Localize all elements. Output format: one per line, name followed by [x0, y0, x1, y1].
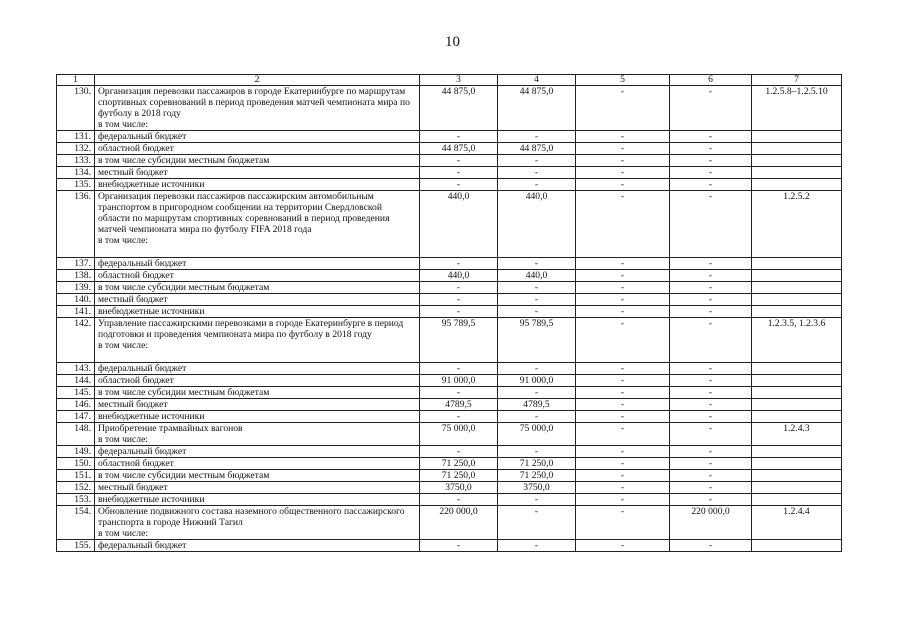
target-reference	[752, 540, 842, 552]
row-description	[95, 86, 420, 131]
description-text: областной бюджет	[98, 143, 174, 154]
amount-col4: -	[498, 282, 576, 294]
target-reference: 1.2.5.8–1.2.5.10	[752, 86, 842, 131]
description-text: федеральный бюджет	[98, 540, 187, 551]
table-row	[57, 270, 842, 282]
amount-col6: -	[670, 494, 752, 506]
amount-col4: 71 250,0	[498, 458, 576, 470]
amount-col4: -	[498, 363, 576, 375]
column-header: 4	[498, 75, 576, 86]
total-amount: -	[420, 258, 498, 270]
row-number: 133.	[57, 155, 95, 167]
table-row	[57, 155, 842, 167]
row-description	[95, 191, 420, 258]
row-number: 147.	[57, 411, 95, 423]
amount-col6: -	[670, 155, 752, 167]
row-number: 131.	[57, 131, 95, 143]
amount-col4: 71 250,0	[498, 470, 576, 482]
total-amount: -	[420, 494, 498, 506]
row-description	[95, 179, 420, 191]
amount-col5: -	[576, 494, 670, 506]
target-reference: 1.2.4.3	[752, 423, 842, 446]
total-amount: 220 000,0	[420, 506, 498, 540]
amount-col4: 4789,5	[498, 399, 576, 411]
total-amount: -	[420, 387, 498, 399]
target-reference	[752, 494, 842, 506]
amount-col6: -	[670, 179, 752, 191]
amount-col4: 44 875,0	[498, 143, 576, 155]
total-amount: 71 250,0	[420, 458, 498, 470]
table-row	[57, 143, 842, 155]
row-description	[95, 363, 420, 375]
total-amount: 44 875,0	[420, 86, 498, 131]
amount-col5: -	[576, 294, 670, 306]
including-note: в том числе:	[98, 119, 149, 130]
total-amount: -	[420, 155, 498, 167]
header-row	[57, 75, 842, 86]
amount-col4: -	[498, 411, 576, 423]
amount-col6: -	[670, 363, 752, 375]
row-description	[95, 155, 420, 167]
row-number: 135.	[57, 179, 95, 191]
amount-col4: -	[498, 294, 576, 306]
description-text: местный бюджет	[98, 294, 168, 305]
amount-col6: -	[670, 282, 752, 294]
row-description	[95, 423, 420, 446]
row-description	[95, 375, 420, 387]
amount-col5: -	[576, 375, 670, 387]
row-description	[95, 470, 420, 482]
table-row	[57, 258, 842, 270]
description-text: в том числе субсидии местным бюджетам	[98, 155, 270, 166]
amount-col5: -	[576, 86, 670, 131]
row-number: 138.	[57, 270, 95, 282]
table-row	[57, 458, 842, 470]
row-description	[95, 482, 420, 494]
amount-col6: -	[670, 86, 752, 131]
amount-col4: -	[498, 167, 576, 179]
row-description	[95, 167, 420, 179]
column-header: 5	[576, 75, 670, 86]
row-description	[95, 306, 420, 318]
amount-col5: -	[576, 411, 670, 423]
amount-col6: -	[670, 258, 752, 270]
table-row	[57, 411, 842, 423]
amount-col4: 95 789,5	[498, 318, 576, 363]
amount-col5: -	[576, 387, 670, 399]
description-text: областной бюджет	[98, 458, 174, 469]
total-amount: 71 250,0	[420, 470, 498, 482]
amount-col4: -	[498, 306, 576, 318]
target-reference: 1.2.3.5, 1.2.3.6	[752, 318, 842, 363]
column-header: 3	[420, 75, 498, 86]
amount-col5: -	[576, 179, 670, 191]
row-number: 139.	[57, 282, 95, 294]
table-row	[57, 482, 842, 494]
amount-col6: -	[670, 399, 752, 411]
row-number: 137.	[57, 258, 95, 270]
amount-col6: -	[670, 423, 752, 446]
total-amount: -	[420, 446, 498, 458]
amount-col6: 220 000,0	[670, 506, 752, 540]
row-number: 136.	[57, 191, 95, 258]
row-number: 141.	[57, 306, 95, 318]
row-description	[95, 540, 420, 552]
amount-col4: -	[498, 446, 576, 458]
target-reference	[752, 258, 842, 270]
target-reference: 1.2.4.4	[752, 506, 842, 540]
row-description	[95, 258, 420, 270]
amount-col6: -	[670, 306, 752, 318]
description-text: внебюджетные источники	[98, 306, 205, 317]
row-number: 152.	[57, 482, 95, 494]
description-text: внебюджетные источники	[98, 494, 205, 505]
amount-col5: -	[576, 399, 670, 411]
total-amount: 95 789,5	[420, 318, 498, 363]
amount-col5: -	[576, 270, 670, 282]
description-text: федеральный бюджет	[98, 258, 187, 269]
description-text: Приобретение трамвайных вагонов	[98, 423, 243, 434]
amount-col4: -	[498, 494, 576, 506]
amount-col5: -	[576, 143, 670, 155]
row-description	[95, 282, 420, 294]
amount-col5: -	[576, 363, 670, 375]
column-header: 1	[57, 75, 95, 86]
description-text: Организация перевозки пассажиров пассажирским автомобильным транспортом в пригородном сообщении на территории Свердловской области по маршрутам спортивных соревнований в период проведения матчей чемпионата мира по футболу FIFA 2018 года	[98, 191, 390, 235]
amount-col5: -	[576, 191, 670, 258]
table-row	[57, 306, 842, 318]
amount-col4: -	[498, 258, 576, 270]
total-amount: -	[420, 131, 498, 143]
table-row	[57, 375, 842, 387]
description-text: Управление пассажирскими перевозками в городе Екатеринбурге в период подготовки и проведения чемпионата мира по футболу в 2018 году	[98, 318, 404, 340]
amount-col6: -	[670, 446, 752, 458]
row-number: 140.	[57, 294, 95, 306]
total-amount: -	[420, 294, 498, 306]
target-reference	[752, 294, 842, 306]
including-note: в том числе:	[98, 528, 149, 539]
row-number: 134.	[57, 167, 95, 179]
row-description	[95, 270, 420, 282]
amount-col6: -	[670, 270, 752, 282]
description-text: внебюджетные источники	[98, 179, 205, 190]
target-reference	[752, 167, 842, 179]
total-amount: 75 000,0	[420, 423, 498, 446]
target-reference	[752, 482, 842, 494]
row-description	[95, 318, 420, 363]
amount-col5: -	[576, 540, 670, 552]
target-reference	[752, 446, 842, 458]
target-reference	[752, 458, 842, 470]
amount-col6: -	[670, 167, 752, 179]
row-number: 154.	[57, 506, 95, 540]
total-amount: 4789,5	[420, 399, 498, 411]
target-reference	[752, 470, 842, 482]
target-reference	[752, 143, 842, 155]
amount-col4: -	[498, 387, 576, 399]
description-text: федеральный бюджет	[98, 446, 187, 457]
amount-col5: -	[576, 482, 670, 494]
amount-col5: -	[576, 167, 670, 179]
amount-col6: -	[670, 387, 752, 399]
total-amount: 440,0	[420, 270, 498, 282]
row-number: 151.	[57, 470, 95, 482]
target-reference	[752, 131, 842, 143]
amount-col5: -	[576, 131, 670, 143]
amount-col6: -	[670, 470, 752, 482]
table-row	[57, 446, 842, 458]
amount-col5: -	[576, 258, 670, 270]
table-row	[57, 387, 842, 399]
description-text: в том числе субсидии местным бюджетам	[98, 387, 270, 398]
row-number: 142.	[57, 318, 95, 363]
amount-col6: -	[670, 318, 752, 363]
total-amount: 3750,0	[420, 482, 498, 494]
row-number: 144.	[57, 375, 95, 387]
description-text: местный бюджет	[98, 167, 168, 178]
row-description	[95, 411, 420, 423]
description-text: внебюджетные источники	[98, 411, 205, 422]
total-amount: -	[420, 282, 498, 294]
description-text: местный бюджет	[98, 482, 168, 493]
table-row	[57, 506, 842, 540]
target-reference	[752, 399, 842, 411]
target-reference: 1.2.5.2	[752, 191, 842, 258]
row-number: 132.	[57, 143, 95, 155]
description-text: федеральный бюджет	[98, 131, 187, 142]
table-row	[57, 470, 842, 482]
description-text: в том числе субсидии местным бюджетам	[98, 282, 270, 293]
target-reference	[752, 270, 842, 282]
page-number: 10	[445, 34, 460, 50]
budget-table	[56, 74, 842, 552]
target-reference	[752, 282, 842, 294]
column-header: 2	[95, 75, 420, 86]
description-text: Обновление подвижного состава наземного общественного пассажирского транспорта в городе Нижний Тагил	[98, 506, 405, 528]
description-text: Организация перевозки пассажиров в городе Екатеринбурге по маршрутам спортивных соревнований в период проведения матчей чемпионата мира по футболу в 2018 году	[98, 86, 410, 119]
row-number: 146.	[57, 399, 95, 411]
table-row	[57, 191, 842, 258]
total-amount: -	[420, 540, 498, 552]
table-row	[57, 167, 842, 179]
amount-col6: -	[670, 482, 752, 494]
table-row	[57, 494, 842, 506]
total-amount: 440,0	[420, 191, 498, 258]
amount-col4: 440,0	[498, 270, 576, 282]
row-number: 130.	[57, 86, 95, 131]
table-row	[57, 318, 842, 363]
amount-col6: -	[670, 131, 752, 143]
table-row	[57, 179, 842, 191]
table-row	[57, 282, 842, 294]
amount-col5: -	[576, 282, 670, 294]
table-row	[57, 540, 842, 552]
target-reference	[752, 363, 842, 375]
amount-col6: -	[670, 191, 752, 258]
amount-col5: -	[576, 458, 670, 470]
description-text: областной бюджет	[98, 270, 174, 281]
row-number: 149.	[57, 446, 95, 458]
amount-col6: -	[670, 458, 752, 470]
table-row	[57, 399, 842, 411]
amount-col6: -	[670, 375, 752, 387]
description-text: местный бюджет	[98, 399, 168, 410]
amount-col4: -	[498, 179, 576, 191]
target-reference	[752, 179, 842, 191]
column-header: 6	[670, 75, 752, 86]
total-amount: 44 875,0	[420, 143, 498, 155]
amount-col6: -	[670, 143, 752, 155]
target-reference	[752, 411, 842, 423]
amount-col4: -	[498, 540, 576, 552]
amount-col6: -	[670, 411, 752, 423]
amount-col6: -	[670, 294, 752, 306]
row-description	[95, 131, 420, 143]
row-number: 155.	[57, 540, 95, 552]
row-number: 150.	[57, 458, 95, 470]
table-row	[57, 423, 842, 446]
row-description	[95, 143, 420, 155]
amount-col5: -	[576, 423, 670, 446]
amount-col4: 3750,0	[498, 482, 576, 494]
row-number: 145.	[57, 387, 95, 399]
row-description	[95, 494, 420, 506]
amount-col4: -	[498, 506, 576, 540]
including-note: в том числе:	[98, 340, 149, 351]
target-reference	[752, 387, 842, 399]
table-row	[57, 131, 842, 143]
amount-col5: -	[576, 446, 670, 458]
table-row	[57, 86, 842, 131]
amount-col4: -	[498, 155, 576, 167]
including-note: в том числе:	[98, 235, 149, 246]
description-text: областной бюджет	[98, 375, 174, 386]
amount-col5: -	[576, 155, 670, 167]
description-text: в том числе субсидии местным бюджетам	[98, 470, 270, 481]
amount-col4: 440,0	[498, 191, 576, 258]
amount-col5: -	[576, 306, 670, 318]
target-reference	[752, 155, 842, 167]
row-description	[95, 458, 420, 470]
total-amount: -	[420, 167, 498, 179]
column-header: 7	[752, 75, 842, 86]
row-description	[95, 387, 420, 399]
row-number: 148.	[57, 423, 95, 446]
row-number: 143.	[57, 363, 95, 375]
table-row	[57, 294, 842, 306]
row-number: 153.	[57, 494, 95, 506]
row-description	[95, 294, 420, 306]
amount-col5: -	[576, 318, 670, 363]
row-description	[95, 399, 420, 411]
description-text: федеральный бюджет	[98, 363, 187, 374]
amount-col4: -	[498, 131, 576, 143]
total-amount: -	[420, 306, 498, 318]
amount-col5: -	[576, 470, 670, 482]
table-row	[57, 363, 842, 375]
row-description	[95, 506, 420, 540]
amount-col4: 91 000,0	[498, 375, 576, 387]
total-amount: 91 000,0	[420, 375, 498, 387]
amount-col4: 44 875,0	[498, 86, 576, 131]
target-reference	[752, 375, 842, 387]
total-amount: -	[420, 411, 498, 423]
total-amount: -	[420, 363, 498, 375]
target-reference	[752, 306, 842, 318]
total-amount: -	[420, 179, 498, 191]
amount-col5: -	[576, 506, 670, 540]
row-description	[95, 446, 420, 458]
amount-col6: -	[670, 540, 752, 552]
including-note: в том числе:	[98, 434, 149, 445]
amount-col4: 75 000,0	[498, 423, 576, 446]
